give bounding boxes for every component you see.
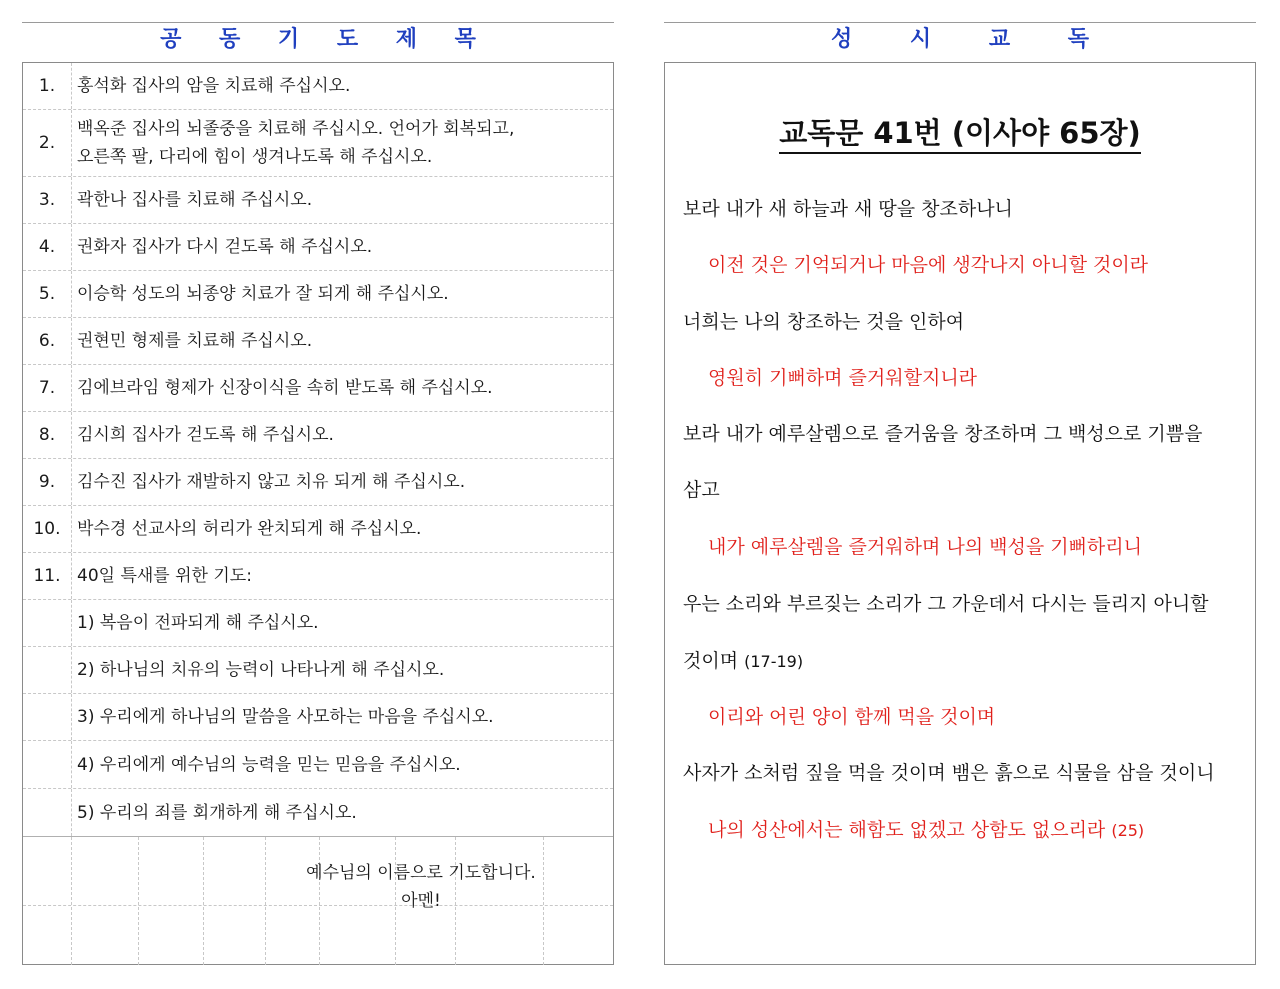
prayer-number — [23, 741, 72, 788]
prayer-row — [23, 459, 613, 506]
prayer-row — [23, 600, 613, 647]
grid-line — [265, 837, 266, 965]
prayer-row — [23, 63, 613, 110]
grid-line — [138, 837, 139, 965]
prayer-row — [23, 271, 613, 318]
verse-leader: 보라 내가 새 하늘과 새 땅을 창조하나니 — [683, 198, 1013, 220]
prayer-text: 4) 우리에게 예수님의 능력을 믿는 믿음을 주십시오. — [77, 754, 461, 775]
prayer-row — [23, 224, 613, 271]
verse-leader: 보라 내가 예루살렘으로 즐거움을 창조하며 그 백성으로 기쁨을 — [683, 423, 1203, 445]
left-header-rule — [22, 22, 614, 23]
prayer-row — [23, 647, 613, 694]
prayer-number: 6. — [23, 318, 72, 364]
prayer-number: 5. — [23, 271, 72, 317]
reading-section-title: 성 시 교 독 — [831, 27, 1089, 52]
prayer-text: 3) 우리에게 하나님의 말씀을 사모하는 마음을 주십시오. — [77, 707, 494, 727]
prayer-panel — [22, 62, 614, 965]
prayer-number: 4. — [23, 224, 72, 270]
prayer-row — [23, 110, 613, 177]
prayer-text: 5) 우리의 죄를 회개하게 해 주십시오. — [77, 802, 357, 823]
prayer-number — [23, 600, 72, 646]
prayer-number — [23, 789, 72, 836]
verse-response: 이전 것은 기억되거나 마음에 생각나지 아니할 것이라 — [708, 254, 1149, 276]
prayer-row — [23, 412, 613, 459]
prayer-text: 곽한나 집사를 치료해 주십시오. — [77, 190, 313, 210]
verse-leader: 우는 소리와 부르짖는 소리가 그 가운데서 다시는 들리지 아니할 — [683, 593, 1209, 615]
verse-reference: (25) — [1111, 821, 1145, 840]
prayer-number: 11. — [23, 553, 72, 599]
prayer-row — [23, 318, 613, 365]
prayer-number: 3. — [23, 177, 72, 223]
closing-prayer — [291, 859, 551, 915]
verse-response — [708, 815, 1144, 842]
prayer-number: 8. — [23, 412, 72, 458]
prayer-text: 40일 특새를 위한 기도: — [77, 566, 252, 586]
prayer-row — [23, 694, 613, 741]
prayer-text — [77, 110, 607, 176]
prayer-number: 10. — [23, 506, 72, 552]
verse-leader: 사자가 소처럼 짚을 먹을 것이며 뱀은 흙으로 식물을 삼을 것이니 — [683, 762, 1215, 784]
reading-heading — [665, 111, 1255, 152]
prayer-row — [23, 365, 613, 412]
prayer-row — [23, 789, 613, 837]
verse-response: 이리와 어린 양이 함께 먹을 것이며 — [708, 706, 996, 728]
prayer-number: 1. — [23, 63, 72, 109]
verse-text: 나의 성산에서는 해함도 없겠고 상함도 없으리라 — [708, 819, 1106, 841]
prayer-text-line1: 백옥준 집사의 뇌졸중을 치료해 주십시오. 언어가 회복되고, — [77, 119, 515, 139]
prayer-row — [23, 741, 613, 789]
prayer-text: 권화자 집사가 다시 걷도록 해 주십시오. — [77, 237, 373, 257]
verse-response: 내가 예루살렘을 즐거워하며 나의 백성을 기뻐하리니 — [708, 536, 1142, 558]
right-header-rule — [664, 22, 1256, 23]
prayer-row — [23, 553, 613, 600]
prayer-text: 홍석화 집사의 암을 치료해 주십시오. — [77, 76, 351, 96]
blank-grid-area — [23, 837, 613, 965]
closing-line-1: 예수님의 이름으로 기도합니다. — [306, 863, 536, 883]
prayer-number — [23, 647, 72, 693]
prayer-text: 김에브라임 형제가 신장이식을 속히 받도록 해 주십시오. — [77, 378, 493, 398]
grid-line — [71, 837, 72, 965]
prayer-text: 1) 복음이 전파되게 해 주십시오. — [77, 613, 319, 633]
prayer-section-title: 공 동 기 도 제 목 — [160, 27, 476, 52]
prayer-text: 2) 하나님의 치유의 능력이 나타나게 해 주십시오. — [77, 660, 445, 680]
verse-text: 것이며 — [683, 650, 739, 672]
reading-heading-text: 교독문 41번 (이사야 65장) — [779, 116, 1141, 154]
verse-leader: 너희는 나의 창조하는 것을 인하여 — [683, 311, 965, 333]
prayer-text: 김수진 집사가 재발하지 않고 치유 되게 해 주십시오. — [77, 472, 466, 492]
prayer-row — [23, 177, 613, 224]
prayer-text: 권현민 형제를 치료해 주십시오. — [77, 331, 313, 351]
verse-reference: (17-19) — [744, 652, 804, 671]
prayer-number: 9. — [23, 459, 72, 505]
prayer-row — [23, 506, 613, 553]
closing-line-2: 아멘! — [401, 891, 441, 911]
prayer-text: 박수경 선교사의 허리가 완치되게 해 주십시오. — [77, 519, 422, 539]
prayer-text-line2: 오른쪽 팔, 다리에 힘이 생겨나도록 해 주십시오. — [77, 147, 433, 167]
prayer-number — [23, 694, 72, 740]
reading-panel — [664, 62, 1256, 965]
verse-leader — [683, 646, 803, 673]
verse-leader: 삼고 — [683, 479, 720, 501]
grid-line — [203, 837, 204, 965]
prayer-number: 2. — [23, 110, 72, 176]
prayer-text: 이승학 성도의 뇌종양 치료가 잘 되게 해 주십시오. — [77, 284, 449, 304]
prayer-text: 김시희 집사가 걷도록 해 주십시오. — [77, 425, 334, 445]
prayer-number: 7. — [23, 365, 72, 411]
verse-response: 영원히 기뻐하며 즐거워할지니라 — [708, 367, 978, 389]
